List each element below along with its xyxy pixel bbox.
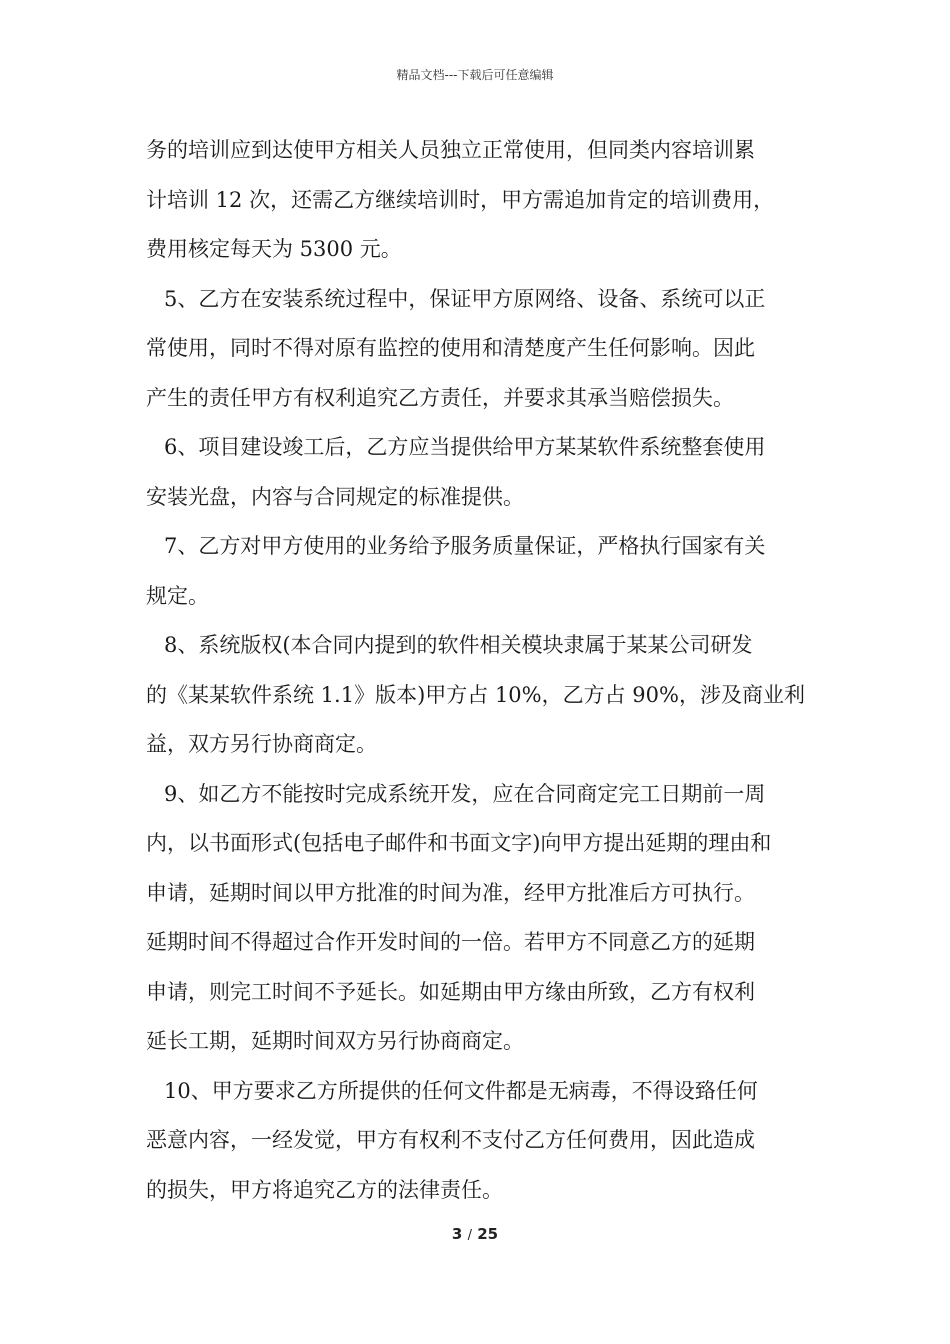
page-number (0, 1225, 950, 1243)
current-page: 3 (451, 1225, 463, 1243)
text-line: 10、甲方要求乙方所提供的任何文件都是无病毒，不得设臵任何 (164, 1078, 758, 1103)
total-pages: 25 (477, 1225, 499, 1243)
page-separator: / (467, 1228, 472, 1243)
text-line: 8、系统版权(本合同内提到的软件相关模块隶属于某某公司研发 (164, 633, 753, 657)
text-line: 恶意内容，一经发觉，甲方有权利不支付乙方任何费用，因此造成 (146, 1128, 755, 1152)
text-line: 安装光盘，内容与合同规定的标准提供。 (146, 484, 524, 509)
text-line: 延长工期，延期时间双方另行协商商定。 (146, 1029, 524, 1053)
text-line: 规定。 (146, 583, 209, 608)
text-line: 7、乙方对甲方使用的业务给予服务质量保证，严格执行国家有关 (164, 534, 766, 558)
paragraph-clause-10 (146, 1067, 810, 1216)
paragraph-clause-7 (146, 522, 810, 621)
paragraph-clause-8 (146, 621, 810, 770)
paragraph-clause-5 (146, 275, 810, 424)
text-line: 5、乙方在安装系统过程中，保证甲方原网络、设备、系统可以正 (164, 286, 766, 311)
text-line: 的损失，甲方将追究乙方的法律责任。 (146, 1177, 503, 1202)
page-header: 精品文档---下载后可任意编辑 (396, 68, 554, 82)
text-line: 常使用，同时不得对原有监控的使用和清楚度产生任何影响。因此 (146, 336, 755, 360)
paragraph-clause-6 (146, 423, 810, 522)
paragraph-training (146, 126, 810, 275)
text-line: 产生的责任甲方有权利追究乙方责任，并要求其承当赔偿损失。 (146, 385, 734, 410)
text-line: 益，双方另行协商商定。 (146, 732, 377, 756)
text-line: 计培训 12 次，还需乙方继续培训时，甲方需追加肯定的培训费用， (146, 187, 775, 212)
text-line: 务的培训应到达使甲方相关人员独立正常使用，但同类内容培训累 (146, 138, 755, 162)
text-line: 申请，则完工时间不予延长。如延期由甲方缘由所致，乙方有权利 (146, 979, 755, 1004)
text-line: 的《某某软件系统 1.1》版本)甲方占 10%，乙方占 90%，涉及商业利 (146, 682, 805, 707)
document-body (146, 126, 810, 1215)
text-line: 6、项目建设竣工后，乙方应当提供给甲方某某软件系统整套使用 (164, 435, 766, 459)
paragraph-clause-9 (146, 770, 810, 1067)
text-line: 申请，延期时间以甲方批准的时间为准，经甲方批准后方可执行。 (146, 880, 755, 905)
text-line: 费用核定每天为 5300 元。 (146, 237, 402, 261)
text-line: 内，以书面形式(包括电子邮件和书面文字)向甲方提出延期的理由和 (146, 831, 772, 855)
text-line: 延期时间不得超过合作开发时间的一倍。若甲方不同意乙方的延期 (146, 930, 755, 954)
text-line: 9、如乙方不能按时完成系统开发，应在合同商定完工日期前一周 (164, 781, 766, 806)
